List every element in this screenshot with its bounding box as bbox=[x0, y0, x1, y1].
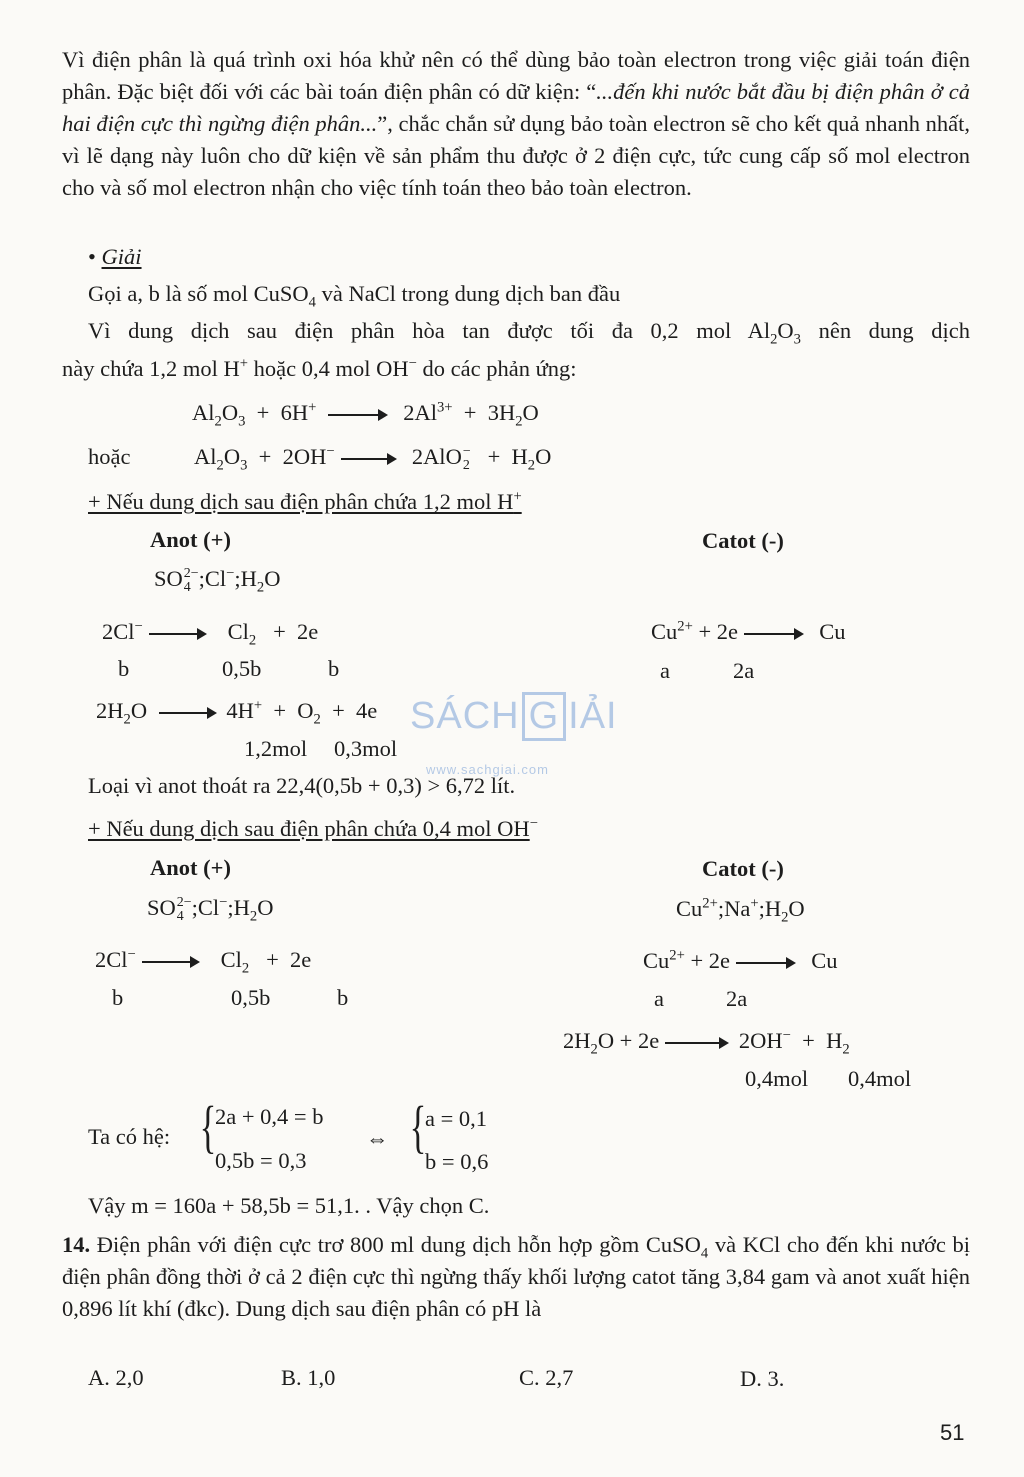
conclusion: Vậy m = 160a + 58,5b = 51,1. . Vậy chọn C. bbox=[88, 1193, 490, 1218]
system-iff: ⇔ bbox=[366, 1126, 389, 1151]
case2-mol-oh: 0,4mol bbox=[745, 1066, 809, 1091]
equation-or-label: hoặc bbox=[88, 444, 131, 469]
option-d[interactable]: D. 3. bbox=[740, 1366, 785, 1391]
watermark-left: SÁCH bbox=[410, 695, 520, 737]
case1-2a: 2a bbox=[733, 658, 755, 683]
line3-mid: hoặc 0,4 mol OH bbox=[248, 356, 409, 381]
system-eq1: 2a + 0,4 = b bbox=[215, 1104, 324, 1129]
case2-cathode-ions: $Cu^{2+};Na^+;H_2O$ bbox=[676, 895, 805, 926]
problem14-text-pre: Điện phân với điện cực trơ 800 ml dung dịch hỗn hợp gồm CuSO bbox=[90, 1232, 701, 1257]
system-label: Ta có hệ: bbox=[88, 1124, 171, 1149]
case1-b: b bbox=[118, 656, 130, 681]
line3-post: do các phản ứng: bbox=[416, 356, 577, 381]
case1-title: + Nếu dung dịch sau điện phân chứa 1,2 mol H+ bbox=[88, 488, 522, 514]
case1-a: a bbox=[660, 658, 670, 683]
case1-half-b: 0,5b bbox=[222, 656, 262, 681]
case1-mol-h: 1,2mol bbox=[244, 736, 308, 761]
solution-line-1: Gọi a, b là số mol CuSO$_4$ và NaCl trong dung dịch ban đầu bbox=[88, 281, 621, 311]
case2-water-reduction: $2H_2O + 2e$ $2OH^- + H_2$ bbox=[563, 1027, 850, 1058]
line2-mid: O bbox=[777, 318, 794, 343]
watermark-url: www.sachgiai.com bbox=[426, 762, 549, 777]
case1-copper-reaction: $Cu^{2+} + 2e$ Cu bbox=[651, 618, 846, 644]
system-eq2: 0,5b = 0,3 bbox=[215, 1148, 307, 1173]
option-a[interactable]: A. 2,0 bbox=[88, 1365, 144, 1390]
watermark-mid: G bbox=[522, 692, 567, 741]
case1-water-oxidation: $2H_2O$ $4H^+ + O_2 + 4e$ bbox=[96, 697, 378, 728]
case1-reject: Loại vì anot thoát ra 22,4(0,5b + 0,3) > 6,72 lít. bbox=[88, 773, 516, 798]
option-c[interactable]: C. 2,7 bbox=[519, 1365, 574, 1390]
case2-anode-header: Anot (+) bbox=[150, 855, 231, 880]
case1-mol-o2: 0,3mol bbox=[334, 736, 398, 761]
case1-cathode-header: Catot (-) bbox=[702, 528, 784, 553]
problem14: 14. Điện phân với điện cực trơ 800 ml dung dịch hỗn hợp gồm CuSO$_4$ và KCl cho đến khi nước bị điện phân đồng thời ở cả 2 điện cực thì ngừng thấy khối lượng catot tăng 3,84 gam và anot xuất hiện 0,896 lít khí (đkc). Dung dịch sau điện phân có pH là bbox=[62, 1232, 970, 1321]
solution-heading bbox=[88, 244, 142, 270]
line3-pre: này chứa 1,2 mol H bbox=[62, 356, 240, 381]
left-brace-2: { bbox=[409, 1094, 427, 1159]
problem14-text-post: và KCl cho đến khi nước bị điện phân đồng thời ở cả 2 điện cực thì ngừng thấy khối lượng catot tăng 3,84 gam và anot xuất hiện 0,896 lít khí (đkc). Dung dịch sau điện phân có pH là bbox=[62, 1232, 970, 1321]
solution-line-3: này chứa 1,2 mol H+ hoặc 0,4 mol OH− do các phản ứng: bbox=[62, 355, 577, 381]
case2-2a: 2a bbox=[726, 986, 748, 1011]
case2-a: a bbox=[654, 986, 664, 1011]
case2-cathode-header: Catot (-) bbox=[702, 856, 784, 881]
watermark-right: IẢI bbox=[568, 695, 618, 737]
intro-text-1: Vì điện phân là quá trình oxi hóa khử nên có thể dùng bảo toàn electron trong việc giải toán điện phân. Đặc biệt đối với các bài toán điện phân có dữ kiện: “ bbox=[62, 47, 970, 104]
bullet: • bbox=[88, 244, 96, 269]
problem14-number: 14. bbox=[62, 1232, 91, 1257]
sulfate-symbol: SO bbox=[154, 566, 183, 591]
equation-base: $Al_2O_3 + 2OH^-$ 2AlO − 2 + $H_2O$ bbox=[194, 443, 552, 474]
left-brace-1: { bbox=[199, 1094, 217, 1159]
case2-chloride-reaction: 2Cl− $Cl_2 + 2e$ bbox=[95, 946, 312, 977]
case2-title-text: + Nếu dung dịch sau điện phân chứa 0,4 mol OH bbox=[88, 816, 530, 841]
case2-anode-ions: SO 2− 4 $;Cl^-;H_2O$ bbox=[147, 894, 274, 925]
line1-pre: Gọi a, b là số mol CuSO bbox=[88, 281, 309, 306]
case2-copper-reaction: $Cu^{2+} + 2e$ Cu bbox=[643, 947, 838, 973]
case2-mol-h2: 0,4mol bbox=[848, 1066, 912, 1091]
intro-text-2: ”, chắc chắn sử dụng bảo toàn electron sẽ cho kết quả nhanh nhất, vì lẽ dạng này luôn cho dữ kiện về sản phẩm thu được ở 2 điện cực, tức cung cấp số mol electron cho và số mol electron nhận cho việc tính toán theo bảo toàn electron. bbox=[62, 111, 971, 200]
case1-title-text: + Nếu dung dịch sau điện phân chứa 1,2 mol H bbox=[88, 489, 514, 514]
intro-paragraph bbox=[62, 44, 970, 204]
case1-chloride-reaction: 2Cl− $Cl_2 + 2e$ bbox=[102, 618, 319, 649]
intro-quote: ...đến khi nước bắt đầu bị điện phân ở cả hai điện cực thì ngừng điện phân... bbox=[62, 79, 970, 136]
equation-acid: $Al_2O_3 + 6H^+$ $2Al^{3+} + 3H_2O$ bbox=[192, 399, 539, 430]
case2-b: b bbox=[112, 985, 124, 1010]
line2-pre: Vì dung dịch sau điện phân hòa tan được tối đa 0,2 mol Al bbox=[88, 318, 771, 343]
line2-post: nên dung dịch bbox=[800, 318, 970, 343]
watermark-logo bbox=[410, 692, 618, 777]
case1-anode-header: Anot (+) bbox=[150, 527, 231, 552]
page-number: 51 bbox=[940, 1420, 965, 1445]
solution-line-2: Vì dung dịch sau điện phân hòa tan được tối đa 0,2 mol $Al_2O_3$ nên dung dịch bbox=[88, 318, 970, 348]
line1-post: và NaCl trong dung dịch ban đầu bbox=[315, 281, 621, 306]
case2-title: + Nếu dung dịch sau điện phân chứa 0,4 mol OH− bbox=[88, 815, 538, 841]
case1-anode-ions: SO 2− 4 $;Cl^-;H_2O$ bbox=[154, 565, 281, 596]
case2-b2: b bbox=[337, 985, 349, 1010]
case1-b2: b bbox=[328, 656, 340, 681]
case2-half-b: 0,5b bbox=[231, 985, 271, 1010]
system-sol1: a = 0,1 bbox=[425, 1106, 488, 1131]
option-b[interactable]: B. 1,0 bbox=[281, 1365, 336, 1390]
heading-giai: Giải bbox=[101, 244, 142, 269]
system-sol2: b = 0,6 bbox=[425, 1149, 489, 1174]
